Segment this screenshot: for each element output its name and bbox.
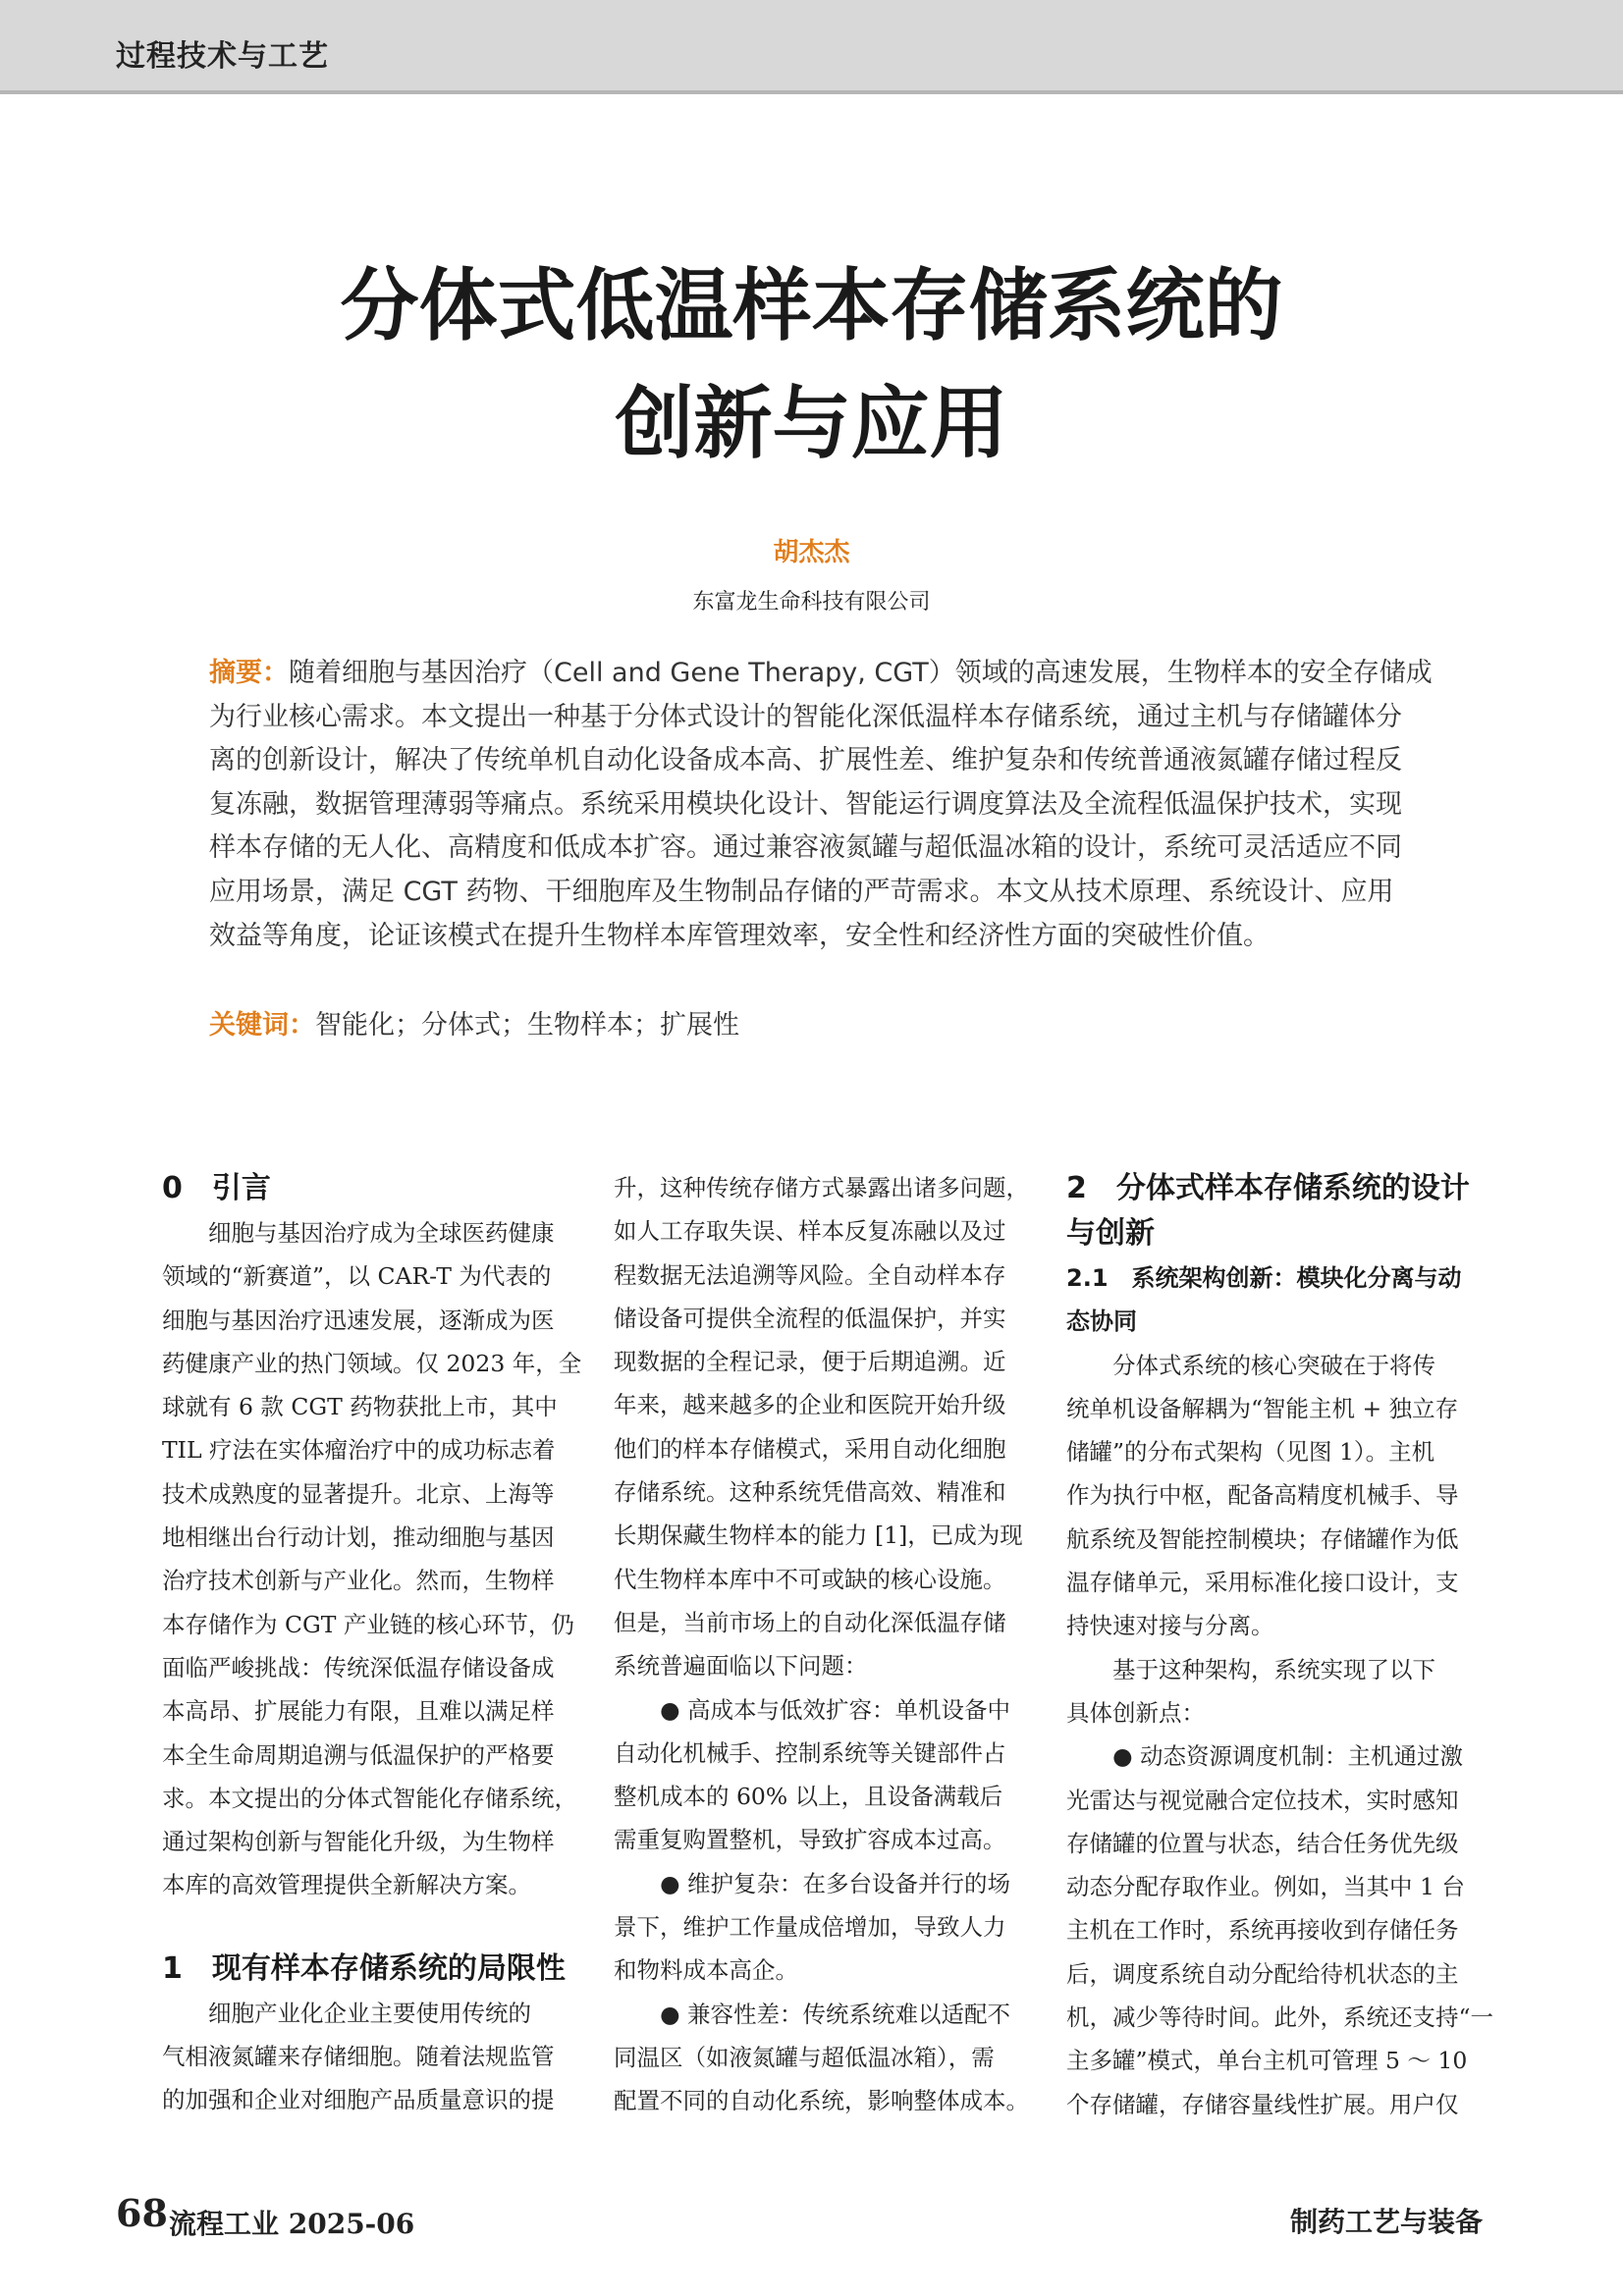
paragraph-line: ● 动态资源调度机制：主机通过激 [1066,1742,1463,1771]
subsection-heading-2-1: 2.1 系统架构创新：模块化分离与动 [1066,1264,1462,1292]
paragraph-line: 技术成熟度的显著提升。北京、上海等 [162,1479,555,1508]
paragraph-line: 动态分配存取作业。例如，当其中 1 台 [1066,1873,1465,1901]
paragraph-line: 自动化机械手、控制系统等关键部件占 [614,1738,1006,1767]
abstract-line: 效益等角度，论证该模式在提升生物样本库管理效率，安全性和经济性方面的突破性价值。 [209,920,1270,951]
section-heading-2-cont: 与创新 [1066,1216,1155,1251]
section-heading-1: 1 现有样本存储系统的局限性 [162,1950,566,1986]
paragraph-line: 长期保藏生物样本的能力 [1]，已成为现 [614,1522,1023,1550]
paragraph-line: 程数据无法追溯等风险。全自动样本存 [614,1260,1006,1289]
column-3 [1066,1166,1498,2126]
page-number: 68 [116,2191,168,2235]
author-affiliation: 东富龙生命科技有限公司 [692,590,931,614]
paragraph-line: 现数据的全程记录，便于后期追溯。近 [614,1348,1006,1376]
paragraph-line: 机，减少等待时间。此外，系统还支持“一 [1066,2003,1494,2032]
paragraph-line: ● 兼容性差：传统系统难以适配不 [614,2000,1010,2028]
keywords-text: 智能化；分体式；生物样本；扩展性 [315,1010,739,1041]
paragraph-line: 温存储单元，采用标准化接口设计，支 [1066,1569,1459,1597]
subsection-heading-2-1-cont: 态协同 [1066,1308,1137,1336]
section-heading-2: 2 分体式样本存储系统的设计 [1066,1171,1470,1205]
abstract-line: 为行业核心需求。本文提出一种基于分体式设计的智能化深低温样本存储系统，通过主机与存储罐体分 [209,701,1402,732]
keywords [209,1003,739,1041]
abstract-label: 摘要： [209,658,289,688]
paragraph-line: 个存储罐，存储容量线性扩展。用户仅 [1066,2090,1459,2118]
paragraph-line: 本高昂、扩展能力有限，且难以满足样 [162,1697,555,1726]
paragraph-line: 储罐”的分布式架构（见图 1）。主机 [1066,1438,1435,1467]
paragraph-line: 基于这种架构，系统实现了以下 [1066,1655,1435,1683]
paragraph-line: 细胞产业化企业主要使用传统的 [162,1999,531,2027]
paragraph-line: 本全生命周期追溯与低温保护的严格要 [162,1740,555,1769]
paragraph-line: 代生物样本库中不可或缺的核心设施。 [614,1565,1006,1593]
abstract-line: 复冻融，数据管理薄弱等痛点。系统采用模块化设计、智能运行调度算法及全流程低温保护技术，实现 [209,788,1402,820]
keywords-label: 关键词： [209,1010,315,1041]
author-name: 胡杰杰 [773,538,850,567]
paragraph-line: 年来，越来越多的企业和医院开始升级 [614,1391,1006,1419]
paragraph-line: 后，调度系统自动分配给待机状态的主 [1066,1959,1459,1988]
abstract [209,652,1438,958]
paragraph-line: 存储系统。这种系统凭借高效、精准和 [614,1478,1006,1507]
paragraph-line: 具体创新点： [1066,1698,1205,1727]
paragraph-line: 但是，当前市场上的自动化深低温存储 [614,1608,1006,1636]
paragraph-line: 主机在工作时，系统再接收到存储任务 [1066,1916,1459,1945]
column-name: 制药工艺与装备 [1289,2206,1483,2238]
paragraph-line: 领域的“新赛道”，以 CAR-T 为代表的 [162,1262,552,1291]
paragraph-line: ● 维护复杂：在多台设备并行的场 [614,1869,1010,1897]
paragraph-line: 主多罐”模式，单台主机可管理 5 ～ 10 [1066,2047,1468,2075]
paragraph-line: 整机成本的 60% 以上，且设备满载后 [614,1783,1003,1811]
paragraph-line: 和物料成本高企。 [614,1956,798,1985]
abstract-line: 摘要：随着细胞与基因治疗（Cell and Gene Therapy, CGT）领域的高速发展，生物样本的安全存储成 [209,658,1433,688]
paragraph-line: 升，这种传统存储方式暴露出诸多问题， [614,1174,1029,1201]
journal-issue: 流程工业 2025-06 [169,2208,415,2240]
paragraph-line: 航系统及智能控制模块；存储罐作为低 [1066,1524,1459,1553]
paragraph-line: 治疗技术创新与产业化。然而，生物样 [162,1567,555,1595]
abstract-line: 离的创新设计，解决了传统单机自动化设备成本高、扩展性差、维护复杂和传统普通液氮罐存储过程反 [209,745,1402,776]
paragraph-line: 景下，维护工作量成倍增加，导致人力 [614,1913,1006,1942]
paragraph-line: 药健康产业的热门领域。仅 2023 年，全 [162,1349,582,1377]
paragraph-line: 本库的高效管理提供全新解决方案。 [162,1871,531,1899]
paragraph-line: 存储罐的位置与状态，结合任务优先级 [1066,1829,1459,1857]
paragraph-line: 气相液氮罐来存储细胞。随着法规监管 [162,2043,555,2071]
paragraph-line: TIL 疗法在实体瘤治疗中的成功标志着 [162,1436,556,1465]
paragraph-line: 分体式系统的核心突破在于将传 [1066,1351,1435,1379]
paragraph-line: 同温区（如液氮罐与超低温冰箱），需 [614,2043,995,2071]
paragraph-line: 细胞与基因治疗迅速发展，逐渐成为医 [162,1306,555,1334]
paragraph-line: 系统普遍面临以下问题： [614,1652,868,1681]
paragraph-line: 的加强和企业对细胞产品质量意识的提 [162,2086,555,2114]
paragraph-line: 持快速对接与分离。 [1066,1612,1274,1640]
paragraph-line: 通过架构创新与智能化升级，为生物样 [162,1828,555,1856]
abstract-line: 应用场景，满足 CGT 药物、干细胞库及生物制品存储的严苛需求。本文从技术原理、系统设计、应用 [209,876,1394,907]
paragraph-line: 统单机设备解耦为“智能主机 + 独立存 [1066,1394,1459,1422]
abstract-line: 样本存储的无人化、高精度和低成本扩容。通过兼容液氮罐与超低温冰箱的设计，系统可灵活适应不同 [209,832,1402,864]
article-title [0,247,1623,483]
title-line-2: 创新与应用 [615,378,1008,469]
paragraph-line: 作为执行中枢，配备高精度机械手、导 [1066,1481,1459,1510]
column-1 [162,1166,594,2122]
paragraph-line: 求。本文提出的分体式智能化存储系统， [162,1784,577,1812]
paragraph-line: 他们的样本存储模式，采用自动化细胞 [614,1434,1006,1463]
paragraph-line: 配置不同的自动化系统，影响整体成本。 [614,2087,1029,2115]
paragraph-line: 本存储作为 CGT 产业链的核心环节，仍 [162,1610,574,1638]
title-line-1: 分体式低温样本存储系统的 [340,260,1283,351]
paragraph-line: 地相继出台行动计划，推动细胞与基因 [162,1523,555,1552]
paragraph-line: 光雷达与视觉融合定位技术，实时感知 [1066,1786,1459,1814]
paragraph-line: 如人工存取失误、样本反复冻融以及过 [614,1217,1006,1246]
paragraph-line: 面临严峻挑战：传统深低温存储设备成 [162,1653,555,1682]
paragraph-line: 球就有 6 款 CGT 药物获批上市，其中 [162,1393,558,1421]
paragraph-line: 储设备可提供全流程的低温保护，并实 [614,1304,1006,1332]
section-heading-0: 0 引言 [162,1171,271,1205]
section-label: 过程技术与工艺 [116,39,329,74]
column-2 [614,1166,1046,2123]
section-gap [162,1907,594,1947]
paragraph-line: ● 高成本与低效扩容：单机设备中 [614,1695,1010,1724]
paragraph-line: 需重复购置整机，导致扩容成本过高。 [614,1826,1006,1854]
paragraph-line: 细胞与基因治疗成为全球医药健康 [162,1219,555,1247]
